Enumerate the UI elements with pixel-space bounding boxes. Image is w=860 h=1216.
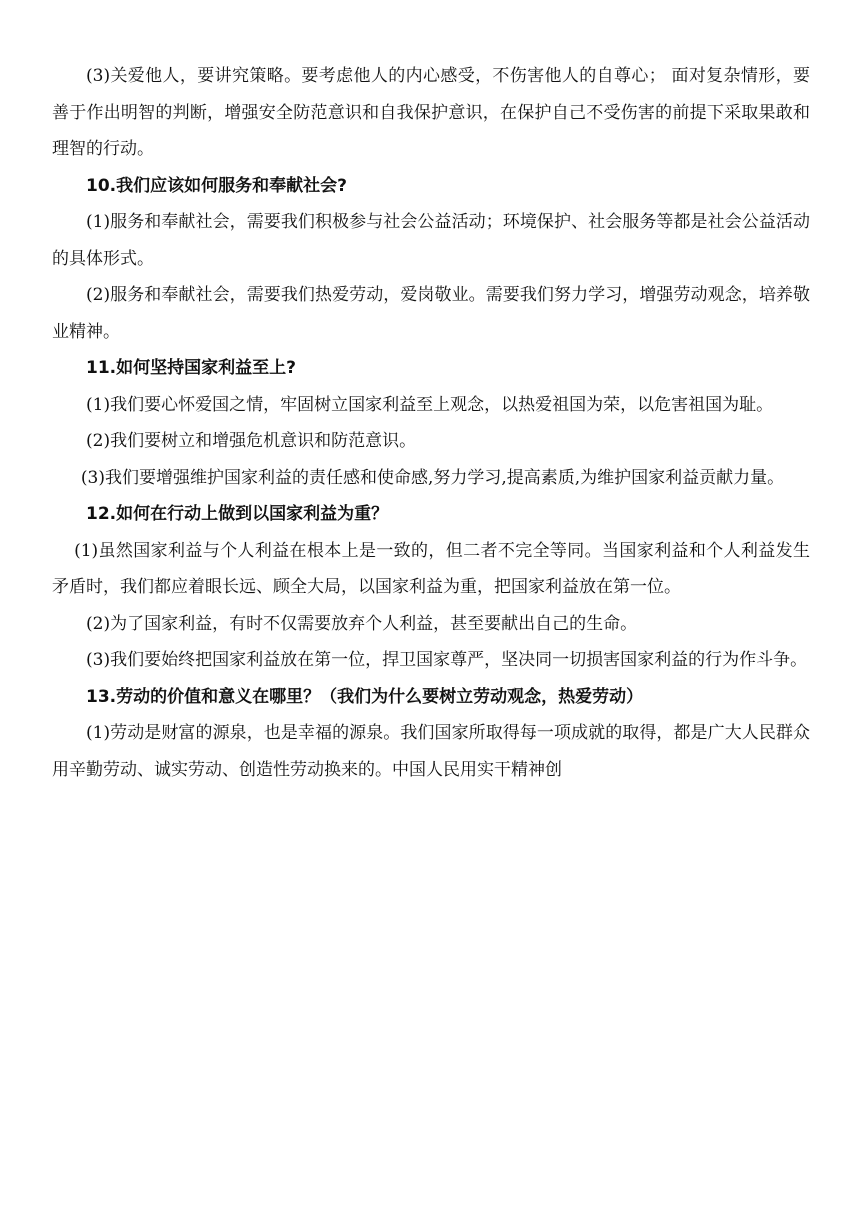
paragraph-12-1: (1)虽然国家利益与个人利益在根本上是一致的，但二者不完全等同。当国家利益和个人利益发生矛盾时，我们都应着眼长远、顾全大局，以国家利益为重，把国家利益放在第一位。	[52, 540, 810, 597]
heading-13-value-of-labor: 13.劳动的价值和意义在哪里？（我们为什么要树立劳动观念，热爱劳动）	[86, 686, 644, 707]
paragraph-10-1: (1)服务和奉献社会，需要我们积极参与社会公益活动；环境保护、社会服务等都是社会公益活动的具体形式。	[52, 212, 810, 269]
paragraph-12-2: (2)为了国家利益，有时不仅需要放弃个人利益，甚至要献出自己的生命。	[86, 613, 638, 634]
heading-11-national-interest: 11.如何坚持国家利益至上?	[86, 358, 296, 378]
paragraph-13-1: (1)劳动是财富的源泉，也是幸福的源泉。我们国家所取得每一项成就的取得，都是广大人民群众用辛勤劳动、诚实劳动、创造性劳动换来的。中国人民用实干精神创	[52, 723, 810, 780]
paragraph-10-2: (2)服务和奉献社会，需要我们热爱劳动，爱岗敬业。需要我们努力学习，增强劳动观念，培养敬业精神。	[52, 285, 810, 342]
paragraph-11-2: (2)我们要树立和增强危机意识和防范意识。	[86, 431, 417, 451]
paragraph-11-3: (3)我们要增强维护国家利益的责任感和使命感,努力学习,提高素质,为维护国家利益贡献力量。	[80, 467, 785, 488]
document-page	[52, 58, 810, 788]
heading-10-serve-society: 10.我们应该如何服务和奉献社会?	[86, 175, 347, 196]
paragraph-3-care-strategy: (3)关爱他人，要讲究策略。要考虑他人的内心感受，不伤害他人的自尊心； 面对复杂情形，要善于作出明智的判断，增强安全防范意识和自我保护意识，在保护自己不受伤害的前提下采取果敢和理智的行动。	[52, 66, 810, 159]
heading-12-act-national-interest: 12.如何在行动上做到以国家利益为重？	[86, 504, 389, 524]
paragraph-11-1: (1)我们要心怀爱国之情，牢固树立国家利益至上观念，以热爱祖国为荣，以危害祖国为耻。	[86, 394, 774, 415]
paragraph-12-3: (3)我们要始终把国家利益放在第一位，捍卫国家尊严，坚决同一切损害国家利益的行为作斗争。	[86, 650, 808, 670]
